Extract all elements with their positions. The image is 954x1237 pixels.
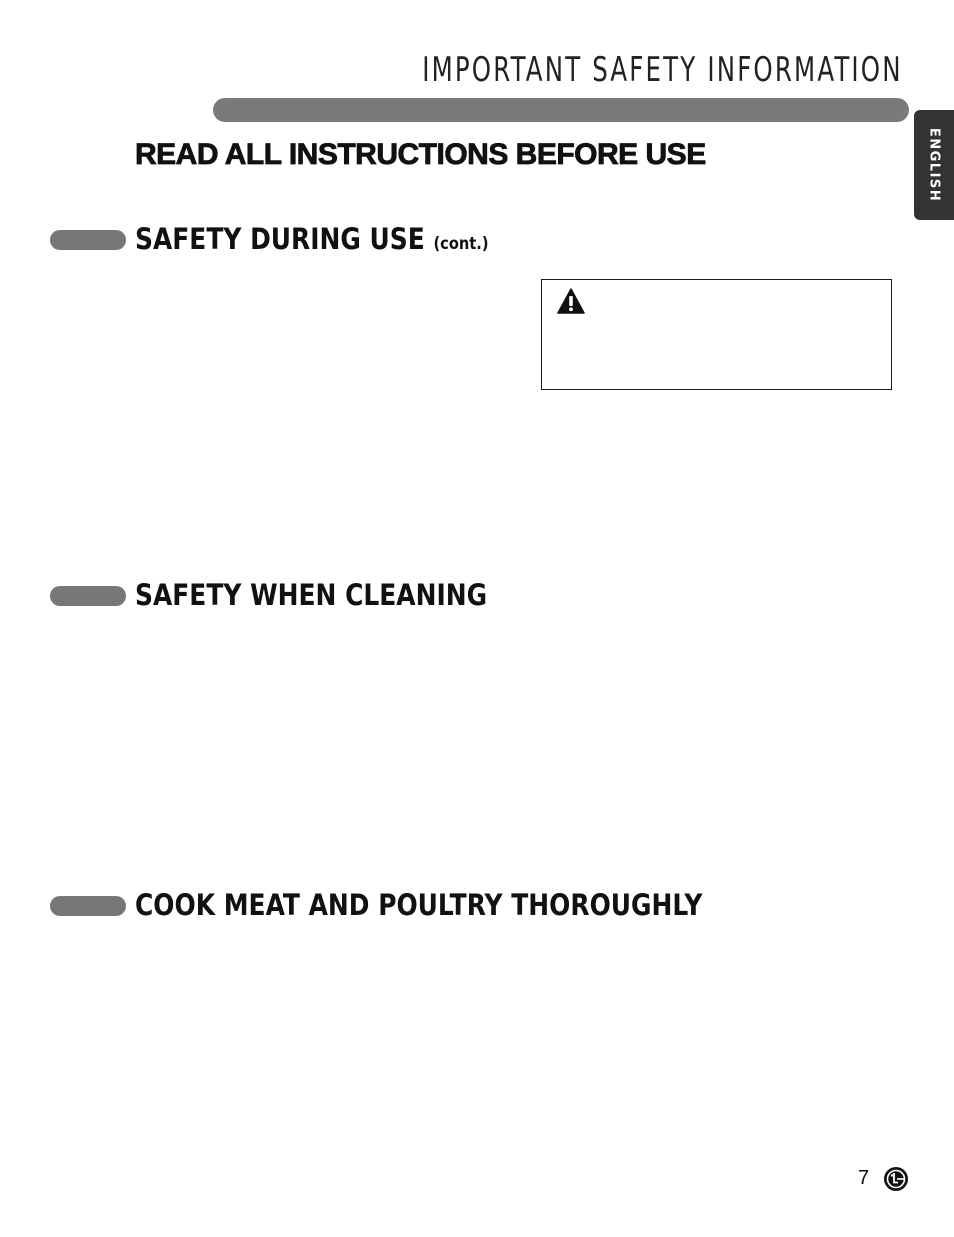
section-title-suffix: (cont.) — [433, 234, 489, 254]
warning-triangle-icon — [557, 288, 585, 314]
section-heading — [135, 888, 702, 922]
section-title: SAFETY WHEN CLEANING — [135, 578, 488, 612]
page-title: IMPORTANT SAFETY INFORMATION — [422, 50, 903, 90]
section-title: SAFETY DURING USE — [135, 222, 425, 256]
section-marker-pill — [50, 896, 126, 916]
language-tab — [914, 110, 954, 220]
section-marker-pill — [50, 230, 126, 250]
section-marker-pill — [50, 586, 126, 606]
title-divider-bar — [213, 98, 909, 122]
section-title: COOK MEAT AND POULTRY THOROUGHLY — [135, 888, 703, 922]
warning-box — [541, 279, 892, 390]
section-heading — [135, 222, 489, 256]
language-tab-label: ENGLISH — [926, 127, 942, 203]
page-number: 7 — [858, 1167, 870, 1189]
section-heading — [135, 578, 487, 612]
main-heading: READ ALL INSTRUCTIONS BEFORE USE — [135, 138, 706, 171]
lg-logo-icon — [883, 1166, 909, 1192]
